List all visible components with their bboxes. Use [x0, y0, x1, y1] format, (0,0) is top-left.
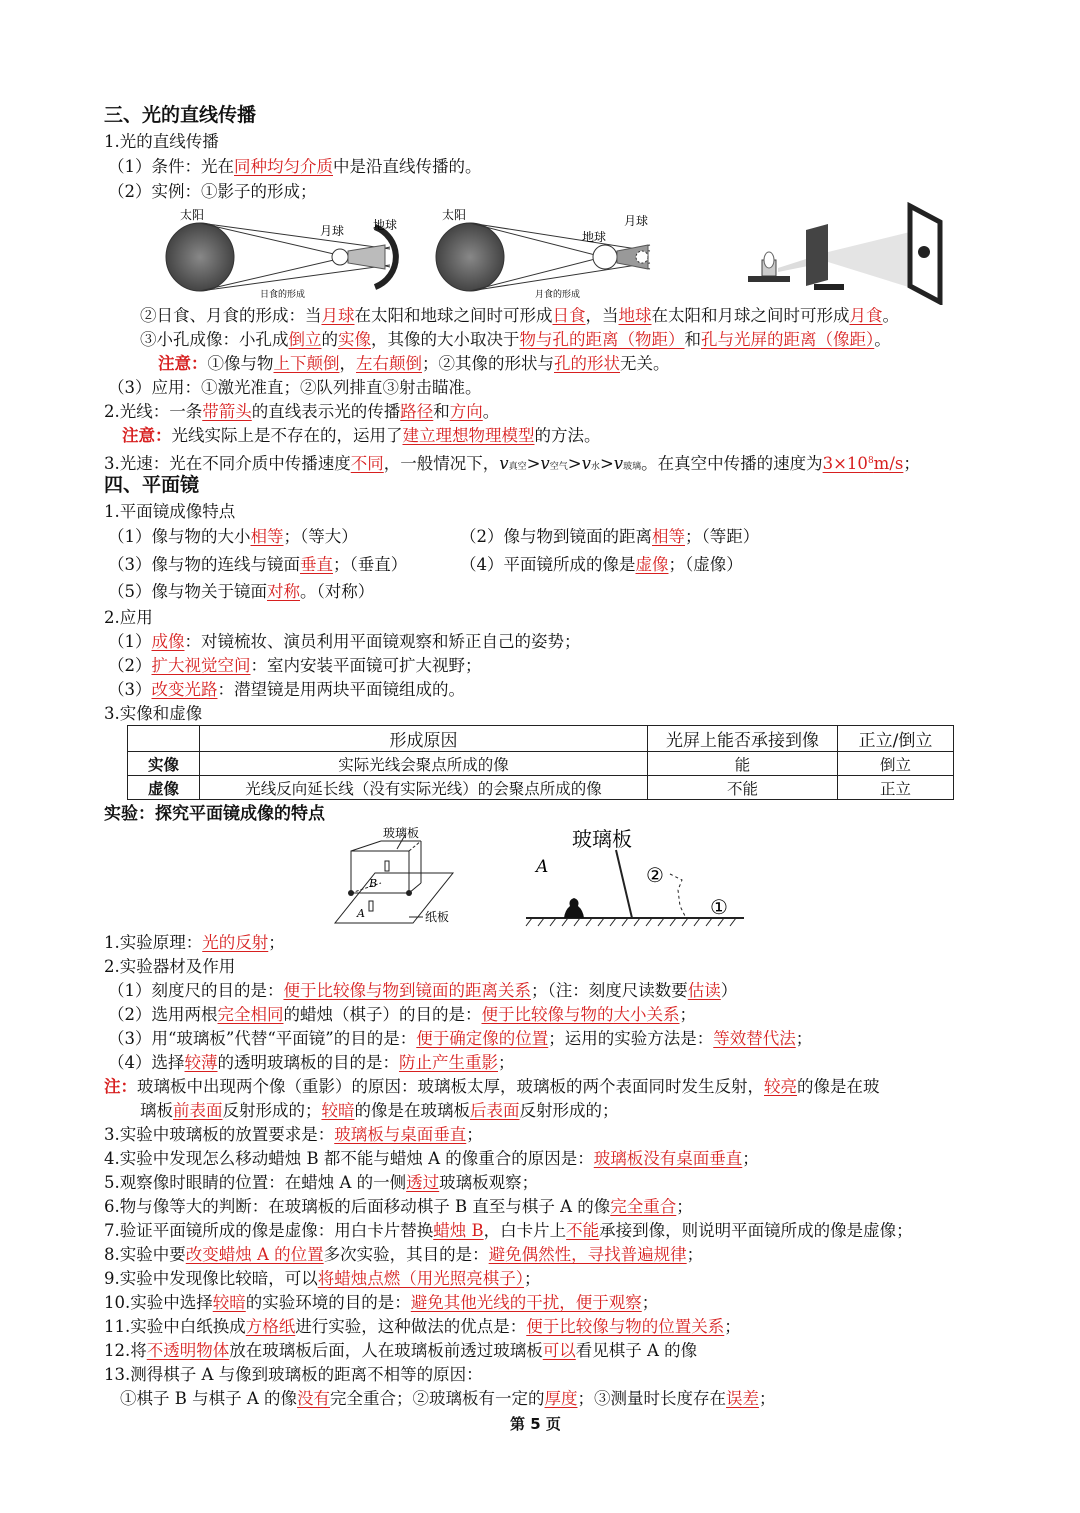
candle-b-label: B [369, 877, 378, 890]
feature-2: （2）像与物到镜面的距离相等；（等距） [460, 527, 760, 546]
table-header-cell: 正立/倒立 [838, 726, 954, 752]
note-ray: 注意：光线实际上是不存在的，运用了建立理想物理模型的方法。 [122, 426, 601, 445]
cardboard-label: 纸板 [425, 910, 450, 924]
lunar-eclipse-diagram [430, 205, 670, 305]
heading-rectilinear: 1.光的直线传播 [104, 132, 219, 151]
feature-5: （5）像与物关于镜面对称。（对称） [108, 582, 375, 601]
glass-plate-setup-diagram [325, 825, 465, 930]
line-examples: （2）实例：①影子的形成； [108, 182, 317, 201]
application-2: （2）扩大视觉空间：室内安装平面镜可扩大视野； [108, 656, 482, 675]
exp-q5: 5.观察像时眼睛的位置：在蜡烛 A 的一侧透过玻璃板观察； [104, 1173, 539, 1192]
table-cell: 光线反向延长线（没有实际光线）的会聚点所成的像 [200, 776, 648, 800]
exp-q13: 13.测得棋子 A 与像到玻璃板的距离不相等的原因： [104, 1365, 483, 1384]
exp-thin-glass: （4）选择较薄的透明玻璃板的目的是：防止产生重影； [108, 1053, 515, 1072]
experiment-title: 实验：探究平面镜成像的特点 [104, 804, 325, 824]
exp-q11: 11.实验中白纸换成方格纸进行实验，这种做法的优点是：便于比较像与物的位置关系； [104, 1317, 741, 1336]
earth-label-2: 地球 [582, 230, 607, 244]
marker-one: ① [710, 895, 728, 919]
table-header-row [128, 726, 954, 752]
table-cell: 能 [648, 752, 838, 776]
table-cell: 正立 [838, 776, 954, 800]
chess-piece-setup-diagram [520, 820, 750, 930]
feature-4: （4）平面镜所成的像是虚像；（虚像） [460, 555, 743, 574]
exp-q6: 6.物与像等大的判断：在玻璃板的后面移动棋子 B 直至与棋子 A 的像完全重合； [104, 1197, 693, 1216]
exp-ruler: （1）刻度尺的目的是：便于比较像与物到镜面的距离关系；（注：刻度尺读数要估读） [108, 981, 738, 1000]
glass-plate-label-2: 玻璃板 [572, 827, 632, 851]
table-cell: 虚像 [128, 776, 200, 800]
table-header-cell [128, 726, 200, 752]
solar-eclipse-diagram [160, 205, 420, 305]
heading-features: 1.平面镜成像特点 [104, 502, 236, 521]
moon-label-2: 月球 [624, 214, 649, 228]
exp-q8: 8.实验中要改变蜡烛 A 的位置多次实验，其目的是：避免偶然性，寻找普遍规律； [104, 1245, 704, 1264]
exp-principle: 1.实验原理：光的反射； [104, 933, 285, 952]
line-eclipse: ②日食、月食的形成：当月球在太阳和地球之间时可形成日食，当地球在太阳和月球之间时可形成月食。 [140, 306, 899, 325]
table-cell: 实际光线会聚点所成的像 [200, 752, 648, 776]
application-1: （1）成像：对镜梳妆、演员利用平面镜观察和矫正自己的姿势； [108, 632, 581, 651]
table-header-cell: 光屏上能否承接到像 [648, 726, 838, 752]
section-title-4: 四、平面镜 [104, 474, 200, 496]
exp-glass-instead: （3）用“玻璃板”代替“平面镜”的目的是：便于确定像的位置；运用的实验方法是：等效替代法； [108, 1029, 813, 1048]
note-pinhole: 注意：①像与物上下颠倒，左右颠倒；②其像的形状与孔的形状无关。 [158, 354, 670, 373]
heading-applications: 2.应用 [104, 608, 153, 627]
line-speed: 3.光速：光在不同介质中传播速度不同，一般情况下，v真空>v空气>v水>v玻璃。在真空中传播的速度为$3\times 10^8m/s$； [104, 454, 920, 473]
line-application: （3）应用：①激光准直；②队列排直③射击瞄准。 [108, 378, 482, 397]
line-pinhole: ③小孔成像：小孔成倒立的实像，其像的大小取决于物与孔的距离（物距）和孔与光屏的距离（像距）。 [140, 330, 891, 349]
real-virtual-table [127, 725, 954, 800]
line-condition: （1）条件：光在同种均匀介质中是沿直线传播的。 [108, 157, 482, 176]
marker-two: ② [646, 863, 664, 887]
glass-plate-label: 玻璃板 [383, 826, 420, 840]
sun-label: 太阳 [180, 208, 205, 222]
lunar-eclipse-caption: 月食的形成 [535, 290, 581, 300]
exp-q4: 4.实验中发现怎么移动蜡烛 B 都不能与蜡烛 A 的像重合的原因是：玻璃板没有桌面垂直； [104, 1149, 759, 1168]
piece-a-label: A [536, 857, 549, 877]
candle-a-label: A [357, 907, 365, 920]
section-title-3: 三、光的直线传播 [104, 104, 257, 126]
feature-3: （3）像与物的连线与镜面垂直；（垂直） [108, 555, 408, 574]
line-ray: 2.光线：一条带箭头的直线表示光的传播路径和方向。 [104, 402, 500, 421]
table-row [128, 776, 954, 800]
table-cell: 实像 [128, 752, 200, 776]
exp-q10: 10.实验中选择较暗的实验环境的目的是：避免其他光线的干扰，便于观察； [104, 1293, 659, 1312]
table-header-cell: 形成原因 [200, 726, 648, 752]
exp-q9: 9.实验中发现像比较暗，可以将蜡烛点燃（用光照亮棋子）； [104, 1269, 541, 1288]
page-number: 第 5 页 [510, 1415, 561, 1433]
exp-note-line1: 注：玻璃板中出现两个像（重影）的原因：玻璃板太厚，玻璃板的两个表面同时发生反射，较亮的像是在玻 [104, 1077, 880, 1096]
exp-q7: 7.验证平面镜所成的像是虚像：用白卡片替换蜡烛 B，白卡片上不能承接到像，则说明平面镜所成的像是虚像； [104, 1221, 913, 1240]
feature-1: （1）像与物的大小相等；（等大） [108, 527, 358, 546]
exp-note-line2: 璃板前表面反射形成的；较暗的像是在玻璃板后表面反射形成的； [140, 1101, 619, 1120]
solar-eclipse-caption: 日食的形成 [260, 290, 306, 300]
table-cell: 倒立 [838, 752, 954, 776]
table-row [128, 752, 954, 776]
exp-q13-reasons: ①棋子 B 与棋子 A 的像没有完全重合；②玻璃板有一定的厚度；③测量时长度存在误差； [120, 1389, 776, 1408]
pinhole-camera-diagram [728, 200, 948, 305]
moon-label: 月球 [320, 224, 345, 238]
earth-label: 地球 [373, 218, 398, 232]
exp-candles: （2）选用两根完全相同的蜡烛（棋子）的目的是：便于比较像与物的大小关系； [108, 1005, 696, 1024]
table-cell: 不能 [648, 776, 838, 800]
exp-equipment-heading: 2.实验器材及作用 [104, 957, 236, 976]
application-3: （3）改变光路：潜望镜是用两块平面镜组成的。 [108, 680, 465, 699]
exp-q12: 12.将不透明物体放在玻璃板后面，人在玻璃板前透过玻璃板可以看见棋子 A 的像 [104, 1341, 698, 1360]
exp-q3: 3.实验中玻璃板的放置要求是：玻璃板与桌面垂直； [104, 1125, 483, 1144]
heading-real-virtual: 3.实像和虚像 [104, 704, 203, 723]
sun-label-2: 太阳 [442, 208, 467, 222]
